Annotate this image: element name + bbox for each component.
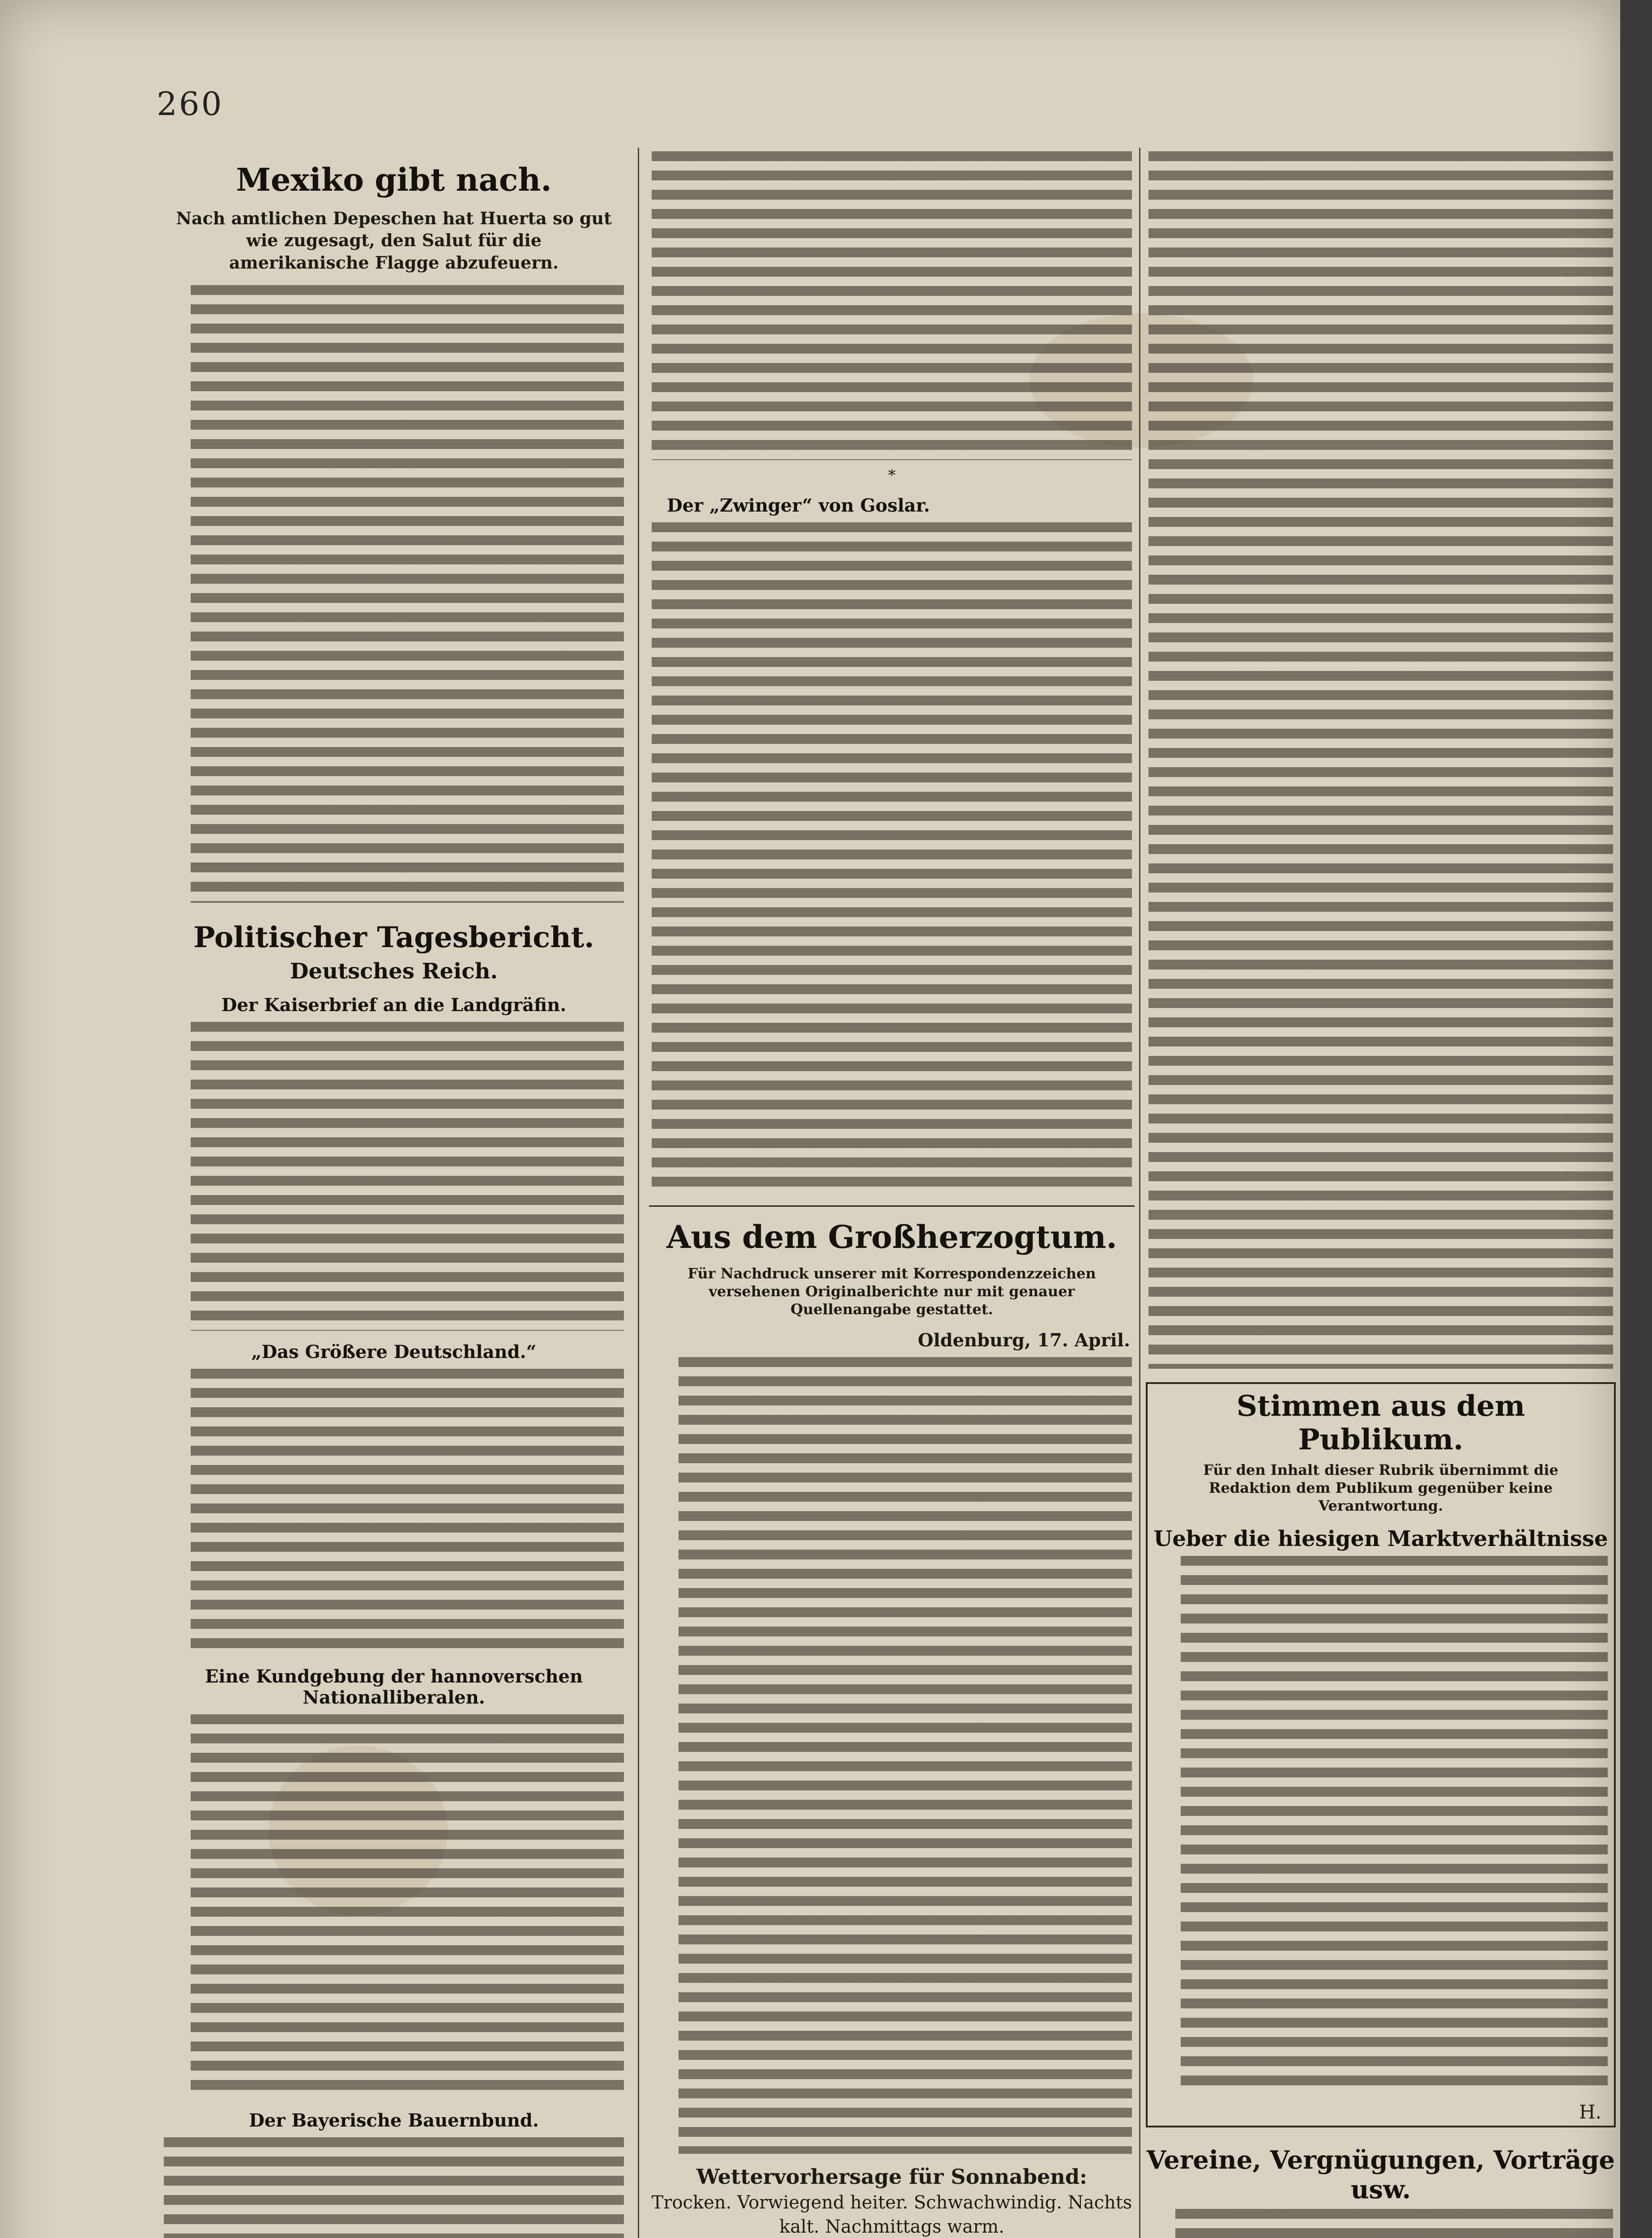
- lead-mexiko: Nach amtlichen Depeschen hat Huerta so gut wie zugesagt, den Salut für die amerikanische Flagge abzufeuern.: [176, 208, 612, 273]
- signature: H.: [1579, 2101, 1601, 2123]
- article-body-marktverhaeltnisse: [1154, 1556, 1608, 2093]
- item-title-bauernbund: Der Bayerische Bauernbund.: [249, 2110, 539, 2131]
- weather-text: Trocken. Vorwiegend heiter. Schwachwindig. Nachts kalt. Nachmittags warm.: [651, 2192, 1132, 2238]
- article-body-kaiserbrief: [164, 1022, 624, 1331]
- article-body-zwinger: [652, 522, 1132, 1194]
- reprint-note: Für Nachdruck unserer mit Korrespondenzzeichen versehenen Originalberichte nur mit genauer Quellenangabe gestattet.: [687, 1265, 1096, 1318]
- column-rule: [1139, 148, 1140, 2238]
- column-left: [161, 148, 627, 2238]
- publikum-box: [1146, 1382, 1616, 2127]
- publikum-disclaimer: Für den Inhalt dieser Rubrik übernimmt die Redaktion dem Publikum gegenüber keine Verantwortung.: [1203, 1461, 1558, 1514]
- article-body-continued: [652, 151, 1132, 460]
- article-body-grossherzogtum: [652, 1357, 1132, 2154]
- column-rule: [638, 148, 639, 2238]
- item-title-kaiserbrief: Der Kaiserbrief an die Landgräfin.: [221, 995, 567, 1016]
- section-politischer-tagesbericht: Politischer Tagesbericht.: [193, 921, 594, 955]
- weather-forecast: [649, 2163, 1135, 2238]
- article-body-mexiko: [164, 285, 624, 903]
- section-vereine: Vereine, Vergnügungen, Vorträge usw.: [1146, 2145, 1615, 2204]
- article-body-bauernbund: [164, 2137, 624, 2238]
- article-body-local-news: [1148, 151, 1613, 1369]
- weather-title: Wettervorhersage für Sonnabend:: [696, 2165, 1087, 2189]
- article-body-nationalliberale: [164, 1714, 624, 2099]
- article-body-groessere-deutschland: [164, 1369, 624, 1655]
- section-grossherzogtum: Aus dem Großherzogtum.: [666, 1218, 1117, 1256]
- section-divider: [649, 1205, 1135, 1207]
- subsection-deutsches-reich: Deutsches Reich.: [290, 959, 498, 984]
- item-title-zwinger: Der „Zwinger“ von Goslar.: [667, 495, 930, 516]
- section-stimmen-publikum: Stimmen aus dem Publikum.: [1236, 1389, 1525, 1456]
- column-middle: [649, 148, 1135, 2238]
- scan-edge: [1620, 0, 1652, 2238]
- item-title-groessere-deutschland: „Das Größere Deutschland.“: [251, 1341, 537, 1363]
- item-title-marktverhaeltnisse: Ueber die hiesigen Marktverhältnisse: [1153, 1526, 1608, 1551]
- headline-mexiko: Mexiko gibt nach.: [236, 161, 552, 198]
- separator-star: *: [888, 466, 896, 484]
- article-body-vereine: [1148, 2209, 1613, 2238]
- dateline-oldenburg: Oldenburg, 17. April.: [918, 1330, 1130, 1351]
- page-number: 260: [157, 85, 224, 123]
- column-right: [1146, 148, 1616, 2238]
- item-title-nationalliberale: Eine Kundgebung der hannoverschen Nationalliberalen.: [205, 1666, 583, 1708]
